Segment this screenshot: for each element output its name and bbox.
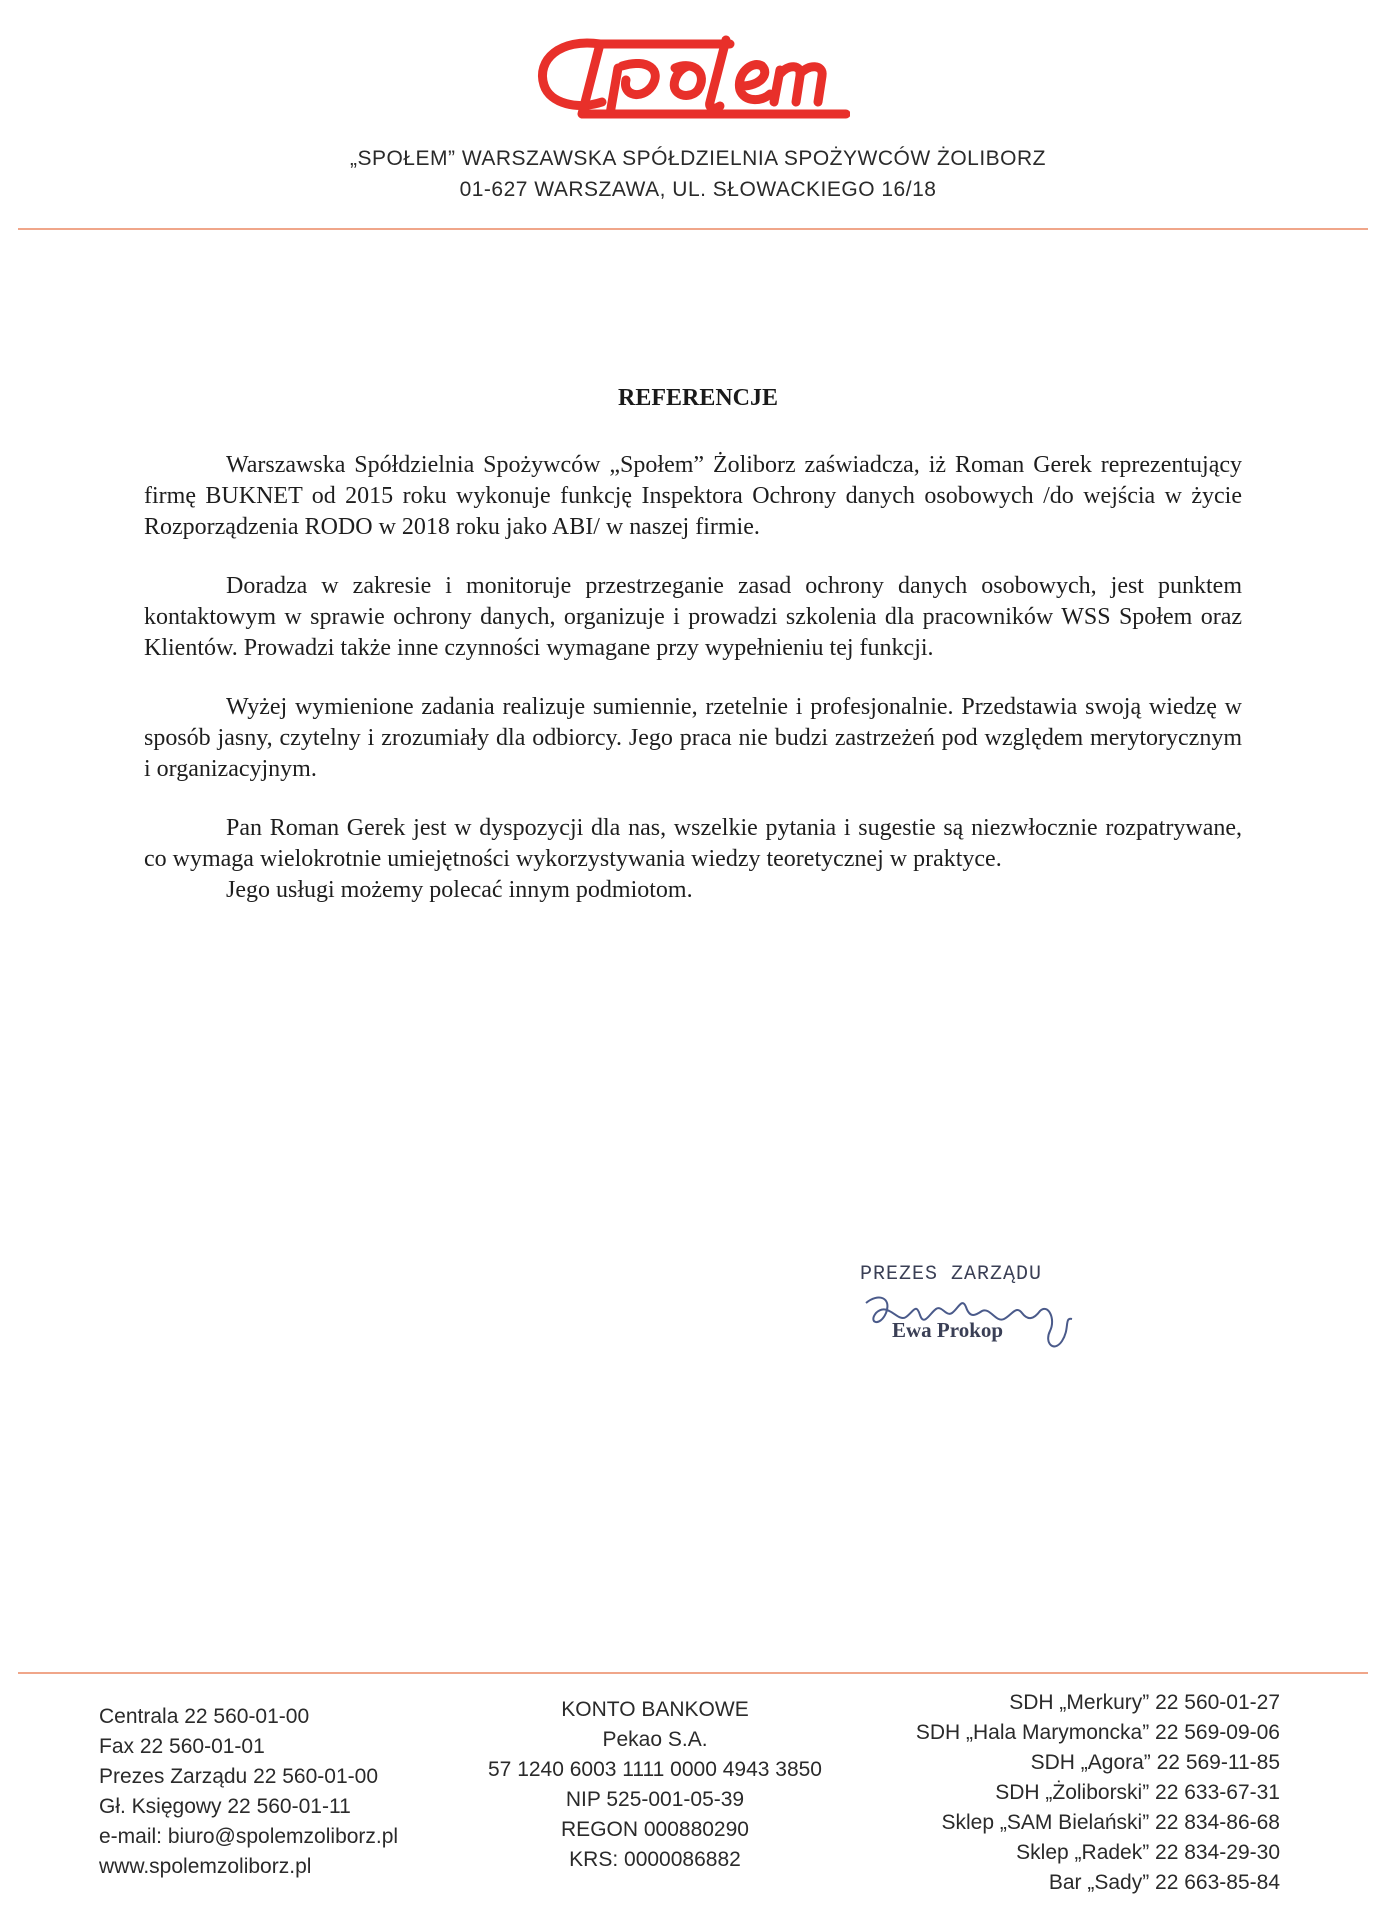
footer-stores — [850, 1688, 1280, 1898]
store-line: Sklep „Radek” 22 834-29-30 — [1016, 1841, 1280, 1864]
website-link[interactable]: www.spolemzoliborz.pl — [99, 1855, 312, 1878]
bank-line: NIP 525-001-05-39 — [565, 1788, 745, 1811]
store-line: SDH „Żoliborski” 22 633-67-31 — [995, 1781, 1280, 1804]
contact-line: Gł. Księgowy 22 560-01-11 — [99, 1795, 351, 1818]
store-line: Sklep „SAM Bielański” 22 834-86-68 — [941, 1811, 1280, 1834]
bank-line: REGON 000880290 — [561, 1818, 749, 1841]
signature-block — [858, 1263, 1108, 1363]
bank-line: KONTO BANKOWE — [561, 1698, 749, 1721]
bank-line: 57 1240 6003 1111 0000 4943 3850 — [488, 1758, 822, 1781]
paragraph-2: Doradza w zakresie i monitoruje przestrzeganie zasad ochrony danych osobowych, jest punktem kontaktowym w sprawie ochrony danych, organizuje i prowadzi szkolenia dla pracowników WSS Społem oraz Klientów. Prowadzi także inne czynności wymagane przy wypełnieniu tej funkcji. — [144, 573, 1242, 661]
footer-divider — [18, 1672, 1368, 1674]
letter-body — [144, 450, 1242, 934]
paragraph-5: Jego usługi możemy polecać innym podmiotom. — [226, 877, 693, 903]
document-title: REFERENCJE — [617, 385, 779, 411]
organization-address: 01-627 WARSZAWA, UL. SŁOWACKIEGO 16/18 — [459, 178, 937, 201]
contact-line: Fax 22 560-01-01 — [99, 1735, 265, 1758]
footer-bank — [460, 1695, 850, 1875]
contact-line: Prezes Zarządu 22 560-01-00 — [99, 1765, 378, 1788]
organization-name: „SPOŁEM” WARSZAWSKA SPÓŁDZIELNIA SPOŻYWCÓW ŻOLIBORZ — [349, 147, 1047, 170]
store-line: SDH „Agora” 22 569-11-85 — [1030, 1751, 1280, 1774]
store-line: Bar „Sady” 22 663-85-84 — [1048, 1871, 1280, 1894]
spolem-logo — [530, 30, 850, 122]
signature-name: Ewa Prokop — [892, 1318, 1004, 1342]
signature-role: PREZES ZARZĄDU — [860, 1263, 1043, 1286]
bank-line: Pekao S.A. — [602, 1728, 708, 1751]
handwritten-signature — [858, 1283, 1098, 1358]
store-line: SDH „Merkury” 22 560-01-27 — [1009, 1691, 1280, 1714]
paragraph-3: Wyżej wymienione zadania realizuje sumiennie, rzetelnie i profesjonalnie. Przedstawia swoją wiedzę w sposób jasny, czytelny i zrozumiały dla odbiorcy. Jego praca nie budzi zastrzeżeń pod względem merytorycznym i organizacyjnym. — [144, 694, 1242, 782]
footer-contacts — [99, 1702, 398, 1882]
store-line: SDH „Hala Marymoncka” 22 569-09-06 — [915, 1721, 1280, 1744]
email-link[interactable]: e-mail: biuro@spolemzoliborz.pl — [99, 1825, 399, 1848]
paragraph-4: Pan Roman Gerek jest w dyspozycji dla nas, wszelkie pytania i sugestie są niezwłocznie rozpatrywane, co wymaga wielokrotnie umiejętności wykorzystywania wiedzy teoretycznej w praktyce. — [144, 815, 1242, 872]
contact-line: Centrala 22 560-01-00 — [99, 1705, 310, 1728]
paragraph-1: Warszawska Spółdzielnia Spożywców „Społem” Żoliborz zaświadcza, iż Roman Gerek reprezentujący firmę BUKNET od 2015 roku wykonuje funkcję Inspektora Ochrony danych osobowych /do wejścia w życie Rozporządzenia RODO w 2018 roku jako ABI/ w naszej firmie. — [144, 452, 1242, 540]
bank-line: KRS: 0000086882 — [569, 1848, 741, 1871]
header-divider — [18, 228, 1368, 230]
